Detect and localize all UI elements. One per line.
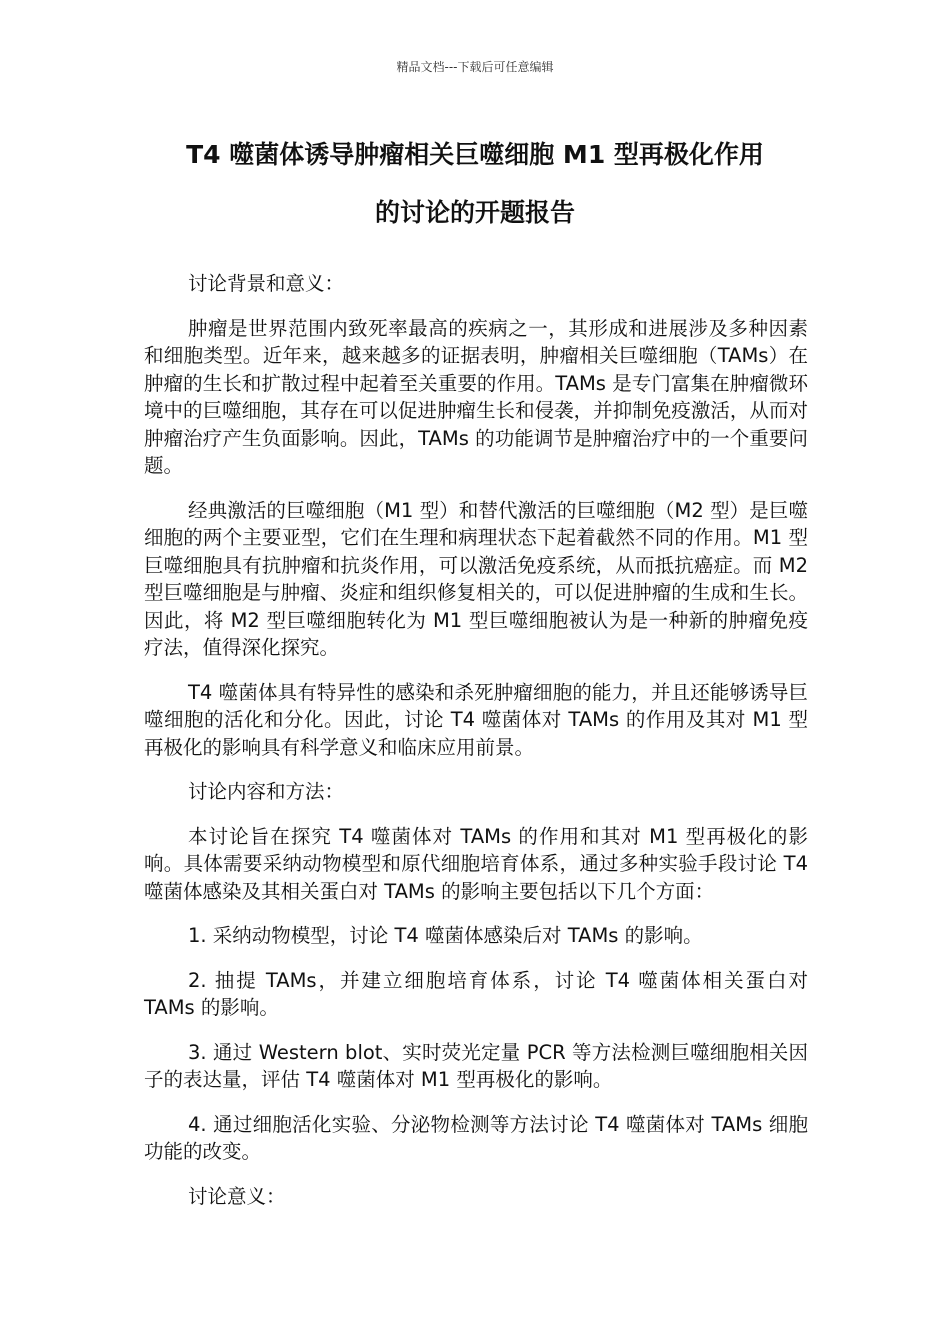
paragraph-t4-phage: T4 噬菌体具有特异性的感染和杀死肿瘤细胞的能力，并且还能够诱导巨噬细胞的活化和分化。因此，讨论 T4 噬菌体对 TAMs 的作用及其对 M1 型再极化的影响具有科学意义和临床应用前景。: [144, 680, 808, 759]
document-title-line-2: 的讨论的开题报告: [374, 198, 575, 227]
section-heading-background: 讨论背景和意义：: [188, 272, 345, 295]
list-item-3: 3. 通过 Western blot、实时荧光定量 PCR 等方法检测巨噬细胞相关因子的表达量，评估 T4 噬菌体对 M1 型再极化的影响。: [144, 1040, 808, 1091]
paragraph-methods-intro: 本讨论旨在探究 T4 噬菌体对 TAMs 的作用和其对 M1 型再极化的影响。具体需要采纳动物模型和原代细胞培育体系，通过多种实验手段讨论 T4 噬菌体感染及其相关蛋白对 TAMs 的影响主要包括以下几个方面：: [144, 824, 808, 903]
page-header: 精品文档---下载后可任意编辑: [396, 60, 554, 74]
list-item-2: 2. 抽提 TAMs，并建立细胞培育体系，讨论 T4 噬菌体相关蛋白对 TAMs 的影响。: [144, 968, 808, 1019]
list-item-1: 1. 采纳动物模型，讨论 T4 噬菌体感染后对 TAMs 的影响。: [188, 924, 703, 947]
section-heading-significance: 讨论意义：: [188, 1184, 286, 1208]
section-heading-methods: 讨论内容和方法：: [188, 780, 345, 803]
paragraph-m1-m2: 经典激活的巨噬细胞（M1 型）和替代激活的巨噬细胞（M2 型）是巨噬细胞的两个主要亚型，它们在生理和病理状态下起着截然不同的作用。M1 型巨噬细胞具有抗肿瘤和抗炎作用，可以激活免疫系统，从而抵抗癌症。而 M2 型巨噬细胞是与肿瘤、炎症和组织修复相关的，可以促进肿瘤的生成和生长。因此，将 M2 型巨噬细胞转化为 M1 型巨噬细胞被认为是一种新的肿瘤免疫疗法，值得深化探究。: [144, 498, 808, 659]
document-title-line-1: T4 噬菌体诱导肿瘤相关巨噬细胞 M1 型再极化作用: [186, 140, 764, 169]
document-body: [144, 270, 808, 1227]
paragraph-tumor-tams: 肿瘤是世界范围内致死率最高的疾病之一，其形成和进展涉及多种因素和细胞类型。近年来，越来越多的证据表明，肿瘤相关巨噬细胞（TAMs）在肿瘤的生长和扩散过程中起着至关重要的作用。TAMs 是专门富集在肿瘤微环境中的巨噬细胞，其存在可以促进肿瘤生长和侵袭，并抑制免疫激活，从而对肿瘤治疗产生负面影响。因此，TAMs 的功能调节是肿瘤治疗中的一个重要问题。: [144, 316, 808, 477]
list-item-4: 4. 通过细胞活化实验、分泌物检测等方法讨论 T4 噬菌体对 TAMs 细胞功能的改变。: [144, 1112, 808, 1163]
